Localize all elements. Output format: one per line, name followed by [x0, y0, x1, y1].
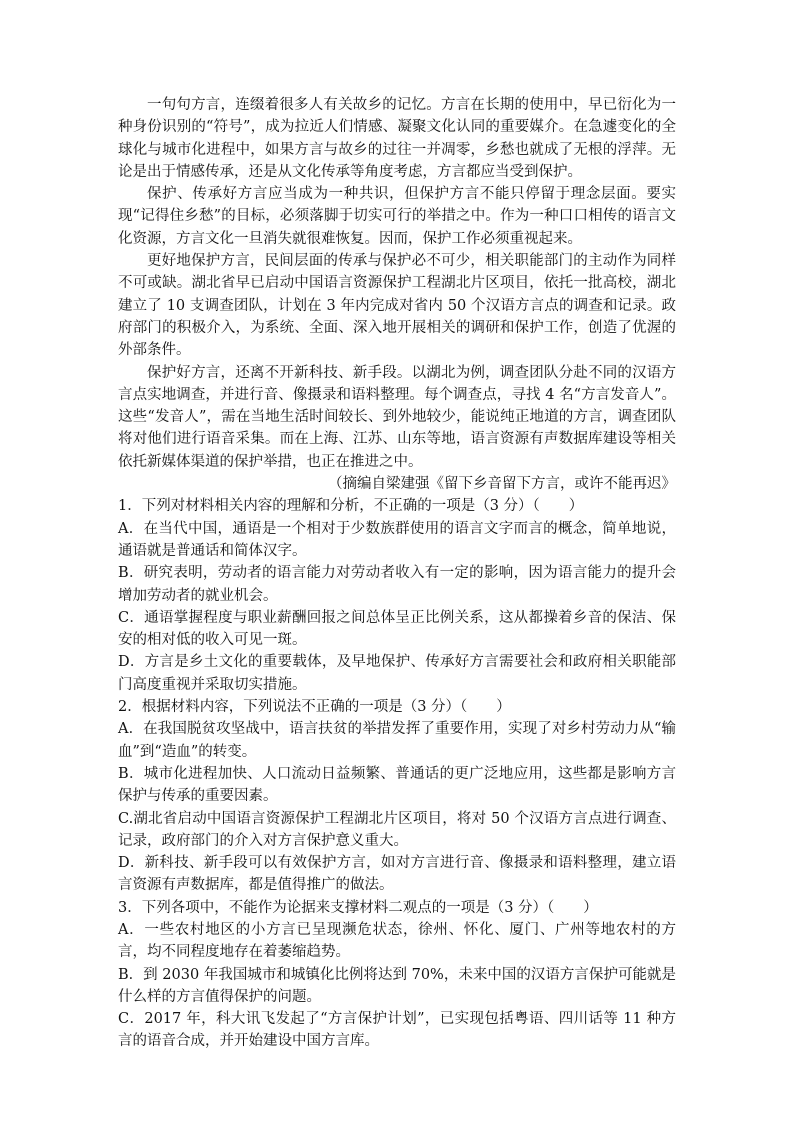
question-option: A．在我国脱贫攻坚战中，语言扶贫的举措发挥了重要作用，实现了对乡村劳动力从“输血”到“造血”的转变。 — [118, 721, 676, 760]
question-option: A．一些农村地区的小方言已呈现濒危状态，徐州、怀化、厦门、广州等地农村的方言，均不同程度地存在着萎缩趋势。 — [118, 921, 676, 961]
question-stem: 1．下列对材料相关内容的理解和分析，不正确的一项是（3 分）（ ） — [118, 498, 584, 515]
question-option: A．在当代中国，通语是一个相对于少数族群使用的语言文字而言的概念，简单地说，通语就是普通话和简体汉字。 — [118, 520, 676, 559]
passage-paragraph: 一句句方言，连缀着很多人有关故乡的记忆。方言在长期的使用中，早已衍化为一种身份识别的“符号”，成为拉近人们情感、凝聚文化认同的重要媒介。在急遽变化的全球化与城市化进程中，如果方言与故乡的过往一并凋零，乡愁也就成了无根的浮萍。无论是出于情感传承，还是从文化传承等角度考虑，方言都应当受到保护。 — [118, 97, 676, 180]
question-1 — [118, 495, 676, 696]
question-option: C.湖北省启动中国语言资源保护工程湖北片区项目，将对 50 个汉语方言点进行调查、记录，政府部门的介入对方言保护意义重大。 — [118, 810, 676, 849]
question-3 — [118, 897, 676, 1053]
question-option: B．城市化进程加快、人口流动日益频繁、普通话的更广泛地应用，这些都是影响方言保护与传承的重要因素。 — [118, 765, 676, 805]
passage-paragraph: 更好地保护方言，民间层面的传承与保护必不可少，相关职能部门的主动作为同样不可或缺。湖北省早已启动中国语言资源保护工程湖北片区项目，依托一批高校，湖北建立了 10 支调查团队，计划在 3 年内完成对省内 50 个汉语方言点的调查和记录。政府部门的积极介入，为系统、全面、深入地开展相关的调研和保护工作，创造了优渥的外部条件。 — [118, 253, 676, 359]
passage-paragraph: 保护好方言，还离不开新科技、新手段。以湖北为例，调查团队分赴不同的汉语方言点实地调查，并进行音、像摄录和语料整理。每个调查点，寻找 4 名“方言发音人”。这些“发音人”，需在当地生活时间较长、到外地较少，能说纯正地道的方言，调查团队将对他们进行语音采集。而在上海、江苏、山东等地，语言资源有声数据库建设等相关依托新媒体渠道的保护举措，也正在推进之中。 — [118, 364, 676, 470]
question-stem: 3．下列各项中，不能作为论据来支撑材料二观点的一项是（3 分）（ ） — [118, 899, 598, 916]
exam-content — [118, 94, 676, 1053]
passage-paragraph: 保护、传承好方言应当成为一种共识，但保护方言不能只停留于理念层面。要实现“记得住乡愁”的目标，必须落脚于切实可行的举措之中。作为一种口口相传的语言文化资源，方言文化一旦消失就很难恢复。因而，保护工作必须重视起来。 — [118, 186, 676, 247]
question-2 — [118, 696, 676, 897]
question-option: B．到 2030 年我国城市和城镇化比例将达到 70%，未来中国的汉语方言保护可能就是什么样的方言值得保护的问题。 — [118, 966, 676, 1005]
question-option: B．研究表明，劳动者的语言能力对劳动者收入有一定的影响，因为语言能力的提升会增加劳动者的就业机会。 — [118, 565, 676, 604]
question-option: D．新科技、新手段可以有效保护方言，如对方言进行音、像摄录和语料整理，建立语言资源有声数据库，都是值得推广的做法。 — [118, 855, 676, 894]
passage-source: （摘编自梁建强《留下乡音留下方言，或许不能再迟》 — [328, 476, 676, 493]
question-option: C．通语掌握程度与职业薪酬回报之间总体呈正比例关系，这从都操着乡音的保洁、保安的相对低的收入可见一斑。 — [118, 609, 676, 649]
question-option: D．方言是乡土文化的重要载体，及早地保护、传承好方言需要社会和政府相关职能部门高度重视并采取切实措施。 — [118, 654, 676, 693]
reading-passage — [118, 94, 676, 495]
question-option: C．2017 年，科大讯飞发起了“方言保护计划”，已实现包括粤语、四川话等 11 种方言的语音合成，并开始建设中国方言库。 — [118, 1011, 676, 1050]
question-stem: 2．根据材料内容，下列说法不正确的一项是（3 分）（ ） — [118, 699, 511, 716]
